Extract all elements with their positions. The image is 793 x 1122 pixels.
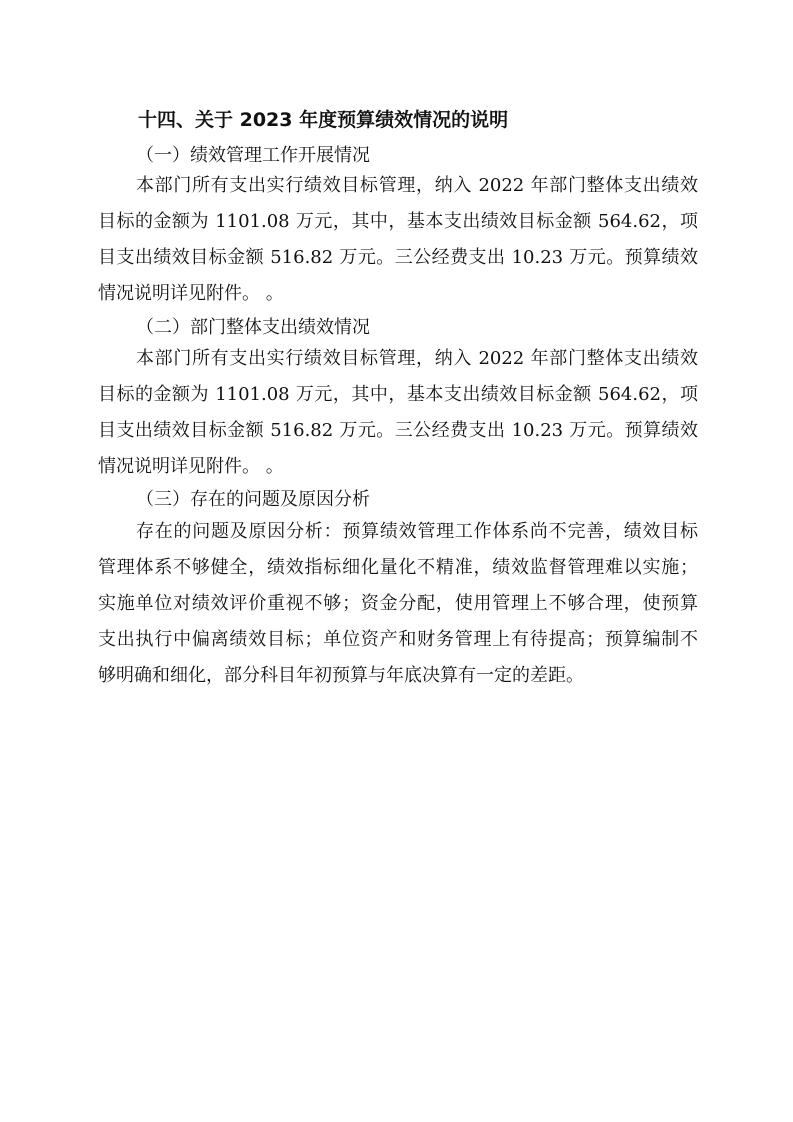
paragraph-problems-analysis [98,514,698,694]
paragraph-line: 目标的金额为 1101.08 万元，其中，基本支出绩效目标金额 564.62，项 [98,384,698,405]
paragraph-line: 本部门所有支出实行绩效目标管理，纳入 2022 年部门整体支出绩效 [136,348,698,369]
paragraph-line: 目支出绩效目标金额 516.82 万元。三公经费支出 10.23 万元。预算绩效 [98,247,698,268]
subsection-heading-problems-analysis: （三）存在的问题及原因分析 [136,489,370,510]
section-title: 十四、关于 2023 年度预算绩效情况的说明 [138,109,509,131]
paragraph-line: 情况说明详见附件。 。 [98,283,284,304]
paragraph-line: 目支出绩效目标金额 516.82 万元。三公经费支出 10.23 万元。预算绩效 [98,420,698,441]
paragraph-line: 存在的问题及原因分析：预算绩效管理工作体系尚不完善，绩效目标 [136,521,698,542]
paragraph-line: 管理体系不够健全，绩效指标细化量化不精准，绩效监督管理难以实施； [98,557,698,578]
paragraph-line: 本部门所有支出实行绩效目标管理，纳入 2022 年部门整体支出绩效 [136,175,698,196]
subsection-heading-performance-management: （一）绩效管理工作开展情况 [136,145,370,166]
paragraph-line: 目标的金额为 1101.08 万元，其中，基本支出绩效目标金额 564.62，项 [98,211,698,232]
paragraph-performance-management [98,168,698,312]
paragraph-overall-expenditure [98,341,698,485]
subsection-heading-overall-expenditure: （二）部门整体支出绩效情况 [136,317,370,338]
paragraph-line: 实施单位对绩效评价重视不够；资金分配，使用管理上不够合理，使预算 [98,593,698,614]
paragraph-line: 情况说明详见附件。 。 [98,456,284,477]
paragraph-line: 支出执行中偏离绩效目标；单位资产和财务管理上有待提高；预算编制不 [98,629,698,650]
paragraph-line: 够明确和细化，部分科目年初预算与年底决算有一定的差距。 [98,665,584,686]
